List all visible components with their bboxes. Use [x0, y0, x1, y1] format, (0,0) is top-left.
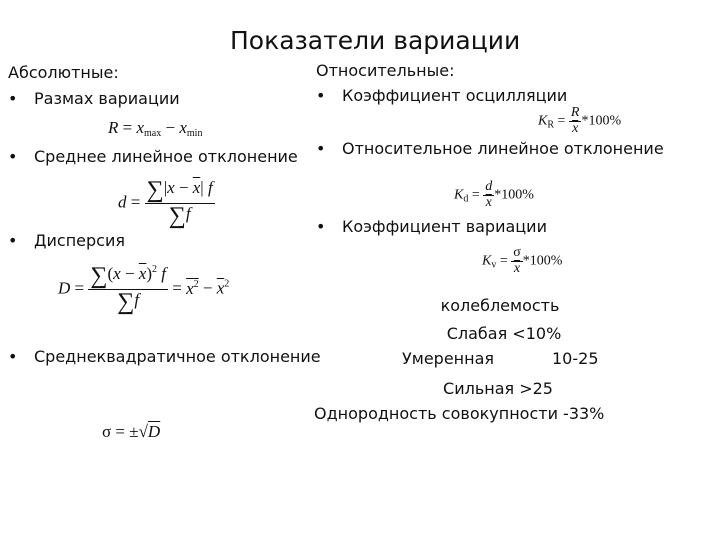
- absolute-header: Абсолютные:: [8, 63, 119, 82]
- scale-moderate-value: 10-25: [552, 349, 599, 368]
- std-deviation-formula: σ = ±√D: [102, 422, 161, 441]
- relative-header: Относительные:: [316, 61, 455, 80]
- relative-linear-deviation-item: • Относительное линейное отклонение: [316, 140, 664, 158]
- relative-linear-deviation-formula: $K_d$ = $\frac{d}{x}$ *100%: [454, 179, 534, 210]
- scale-strong: Сильная >25: [443, 379, 553, 398]
- variance-formula: D = $\frac{\sum(x - \overline{x})^2 f}{\sum f}$ = $x^2 - \overline{x}^2$: [58, 263, 230, 316]
- mean-abs-deviation-item: • Среднее линейное отклонение: [8, 148, 298, 166]
- scale-heading: колеблемость: [440, 296, 560, 315]
- homogeneity-threshold: Однородность совокупности -33%: [314, 404, 605, 423]
- variation-coefficient-formula: $K_v$ = $\frac{\sigma}{x}$ *100%: [482, 245, 563, 276]
- scale-weak: Слабая <10%: [446, 324, 562, 343]
- variation-coefficient-item: • Коэффициент вариации: [316, 218, 547, 236]
- range-formula: R = xmax − xmin: [108, 118, 203, 139]
- page-title: Показатели вариации: [230, 26, 521, 55]
- variance-item: • Дисперсия: [8, 232, 125, 250]
- std-deviation-item: • Среднеквадратичное отклонение: [8, 348, 321, 366]
- oscillation-item: • Коэффициент осцилляции: [316, 87, 567, 105]
- range-item: • Размах вариации: [8, 90, 180, 108]
- oscillation-formula: $K_R$ = $\frac{R}{x}$ *100%: [538, 105, 622, 136]
- mean-abs-deviation-formula: d = $\frac{\sum|x - \overline{x}| f}{\sum f}$: [118, 177, 213, 230]
- scale-moderate-label: Умеренная: [402, 349, 495, 368]
